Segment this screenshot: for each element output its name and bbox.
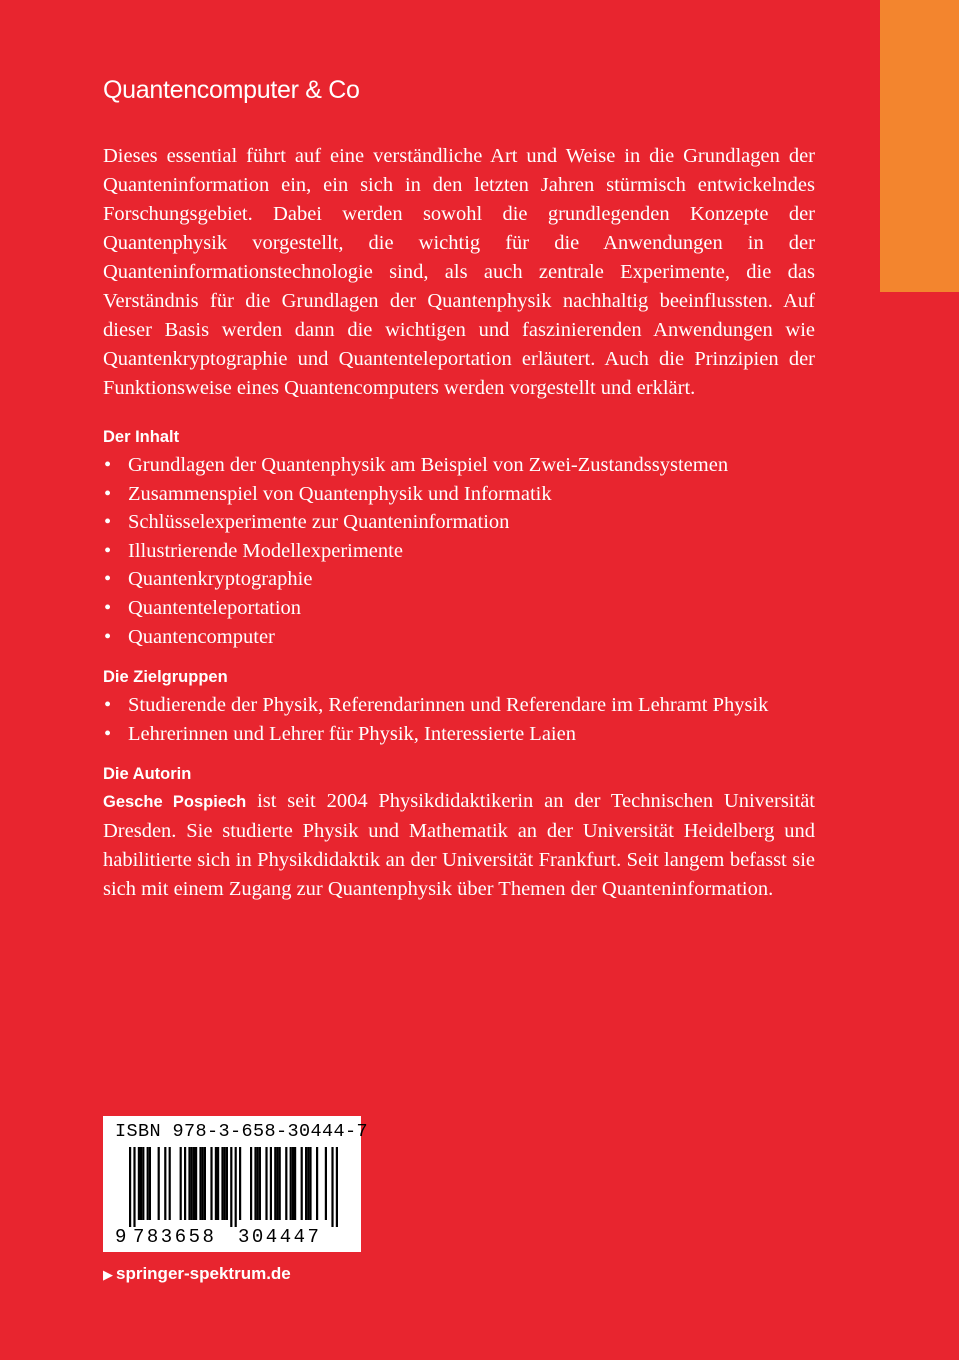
- barcode-bar: [257, 1147, 259, 1220]
- bullet-icon: •: [104, 694, 112, 717]
- barcode-bar: [274, 1147, 276, 1220]
- barcode-bar: [294, 1147, 296, 1220]
- bullet-icon: •: [104, 539, 112, 562]
- barcode-bar: [184, 1147, 186, 1220]
- ean-right-group: 304447: [238, 1226, 322, 1248]
- barcode-bar: [204, 1147, 206, 1220]
- barcode-guard-bar: [235, 1147, 237, 1227]
- barcode-guard-bar: [230, 1147, 232, 1227]
- author-bio-text: ist seit 2004 Physikdidaktikerin an der Technischen Universität Dresden. Sie studierte Physik und Mathematik an der Universität Heidelberg und habilitierte sich in Physikdidaktik an der Universität Frankfurt. Seit langem befasst sie sich mit einem Zugang zur Quantenphysik über Themen der Quanteninformation.: [103, 790, 815, 901]
- barcode-bars: [103, 1147, 361, 1227]
- barcode-guard-bar: [133, 1147, 135, 1227]
- inhalt-heading: Der Inhalt: [103, 428, 180, 446]
- barcode-bar: [316, 1147, 318, 1220]
- barcode-bar: [239, 1147, 241, 1220]
- barcode-bar: [270, 1147, 272, 1220]
- barcode-bar: [259, 1147, 261, 1220]
- list-item: • Zusammenspiel von Quantenphysik und Informatik: [103, 480, 815, 509]
- isbn-label: ISBN 978-3-658-30444-7: [115, 1121, 369, 1142]
- bullet-icon: •: [104, 722, 112, 745]
- barcode-bar: [215, 1147, 217, 1220]
- bullet-icon: •: [104, 511, 112, 534]
- ean-left-group: 783658: [133, 1226, 217, 1248]
- barcode-bar: [199, 1147, 201, 1220]
- barcode-bar: [276, 1147, 278, 1220]
- ean-first-digit: 9: [115, 1226, 127, 1248]
- triangle-right-icon: ▶: [103, 1267, 113, 1282]
- barcode-bar: [265, 1147, 267, 1220]
- publisher-link[interactable]: [103, 1262, 291, 1287]
- barcode-bar: [195, 1147, 197, 1220]
- barcode-bar: [290, 1147, 292, 1220]
- bullet-icon: •: [104, 454, 112, 476]
- list-item: • Quantenkryptographie: [103, 565, 815, 594]
- barcode-bar: [142, 1147, 144, 1220]
- bullet-icon: •: [104, 568, 112, 591]
- zielgruppen-list: [103, 691, 815, 748]
- barcode-bar: [149, 1147, 151, 1220]
- inhalt-list: [103, 451, 815, 651]
- autorin-heading: Die Autorin: [103, 765, 192, 784]
- intro-paragraph: Dieses essential führt auf eine verständliche Art und Weise in die Grundlagen der Quanteninformation ein, ein sich in den letzten Jahren stürmisch entwickelndes Forschungsgebiet. Dabei werden sowohl die grundlegenden Konzepte der Quantenphysik vorgestellt, die wichtig für die Anwendungen in der Quanteninformationstechnologie sind, als auch zentrale Experimente, die das Verständnis für die Grundlagen der Quantenphysik nachhaltig beeinflussten. Auf dieser Basis werden dann die wichtigen und faszinierenden Anwendungen wie Quantenkryptographie und Quantenteleportation erläutert. Auch die Prinzipien der Funktionsweise eines Quantencomputers werden vorgestellt und erklärt.: [103, 145, 815, 399]
- ean-digits: [103, 1224, 361, 1250]
- barcode-guard-bar: [336, 1147, 338, 1227]
- list-item: • Grundlagen der Quantenphysik am Beispiel von Zwei-Zustandssystemen: [103, 451, 815, 480]
- barcode-bar: [193, 1147, 195, 1220]
- barcode-bar: [301, 1147, 303, 1220]
- barcode-bar: [221, 1147, 223, 1220]
- barcode-bar: [140, 1147, 142, 1220]
- barcode-bar: [292, 1147, 294, 1220]
- barcode-bar: [226, 1147, 228, 1220]
- barcode-bar: [147, 1147, 149, 1220]
- barcode-bar: [169, 1147, 171, 1220]
- publisher-url: springer-spektrum.de: [116, 1264, 291, 1283]
- list-item: • Illustrierende Modellexperimente: [103, 537, 815, 566]
- barcode-bar: [305, 1147, 307, 1220]
- barcode-bar: [279, 1147, 281, 1220]
- barcode-bar: [254, 1147, 256, 1220]
- barcode-bar: [250, 1147, 252, 1220]
- barcode-bar: [309, 1147, 311, 1220]
- barcode-bar: [188, 1147, 190, 1220]
- barcode-bar: [180, 1147, 182, 1220]
- barcode-guard-bar: [129, 1147, 131, 1227]
- list-item: • Quantencomputer: [103, 623, 815, 652]
- orange-corner-tab: [880, 0, 959, 292]
- barcode-bar: [210, 1147, 212, 1220]
- isbn-barcode: [103, 1116, 369, 1252]
- barcode-bar: [138, 1147, 140, 1220]
- bullet-icon: •: [104, 625, 112, 648]
- barcode-bar: [217, 1147, 219, 1220]
- barcode-bar: [158, 1147, 160, 1220]
- book-title: Quantencomputer & Co: [103, 76, 360, 104]
- zielgruppen-heading: Die Zielgruppen: [103, 668, 228, 687]
- barcode-guard-bar: [331, 1147, 333, 1227]
- list-item: • Schlüsselexperimente zur Quanteninformation: [103, 508, 815, 537]
- back-cover-text: [103, 72, 815, 904]
- list-item: • Lehrerinnen und Lehrer für Physik, Interessierte Laien: [103, 720, 815, 749]
- list-item: • Studierende der Physik, Referendarinnen und Referendare im Lehramt Physik: [103, 691, 815, 720]
- list-item: • Quantenteleportation: [103, 594, 815, 623]
- barcode-bar: [164, 1147, 166, 1220]
- author-bio: [103, 787, 815, 904]
- barcode-bar: [202, 1147, 204, 1220]
- author-name: Gesche Pospiech: [103, 793, 247, 812]
- bullet-icon: •: [104, 596, 112, 619]
- bullet-icon: •: [104, 482, 112, 505]
- barcode-bar: [325, 1147, 327, 1220]
- barcode-bar: [191, 1147, 193, 1220]
- barcode-bar: [307, 1147, 309, 1220]
- barcode-bar: [224, 1147, 226, 1220]
- barcode-bar: [285, 1147, 287, 1220]
